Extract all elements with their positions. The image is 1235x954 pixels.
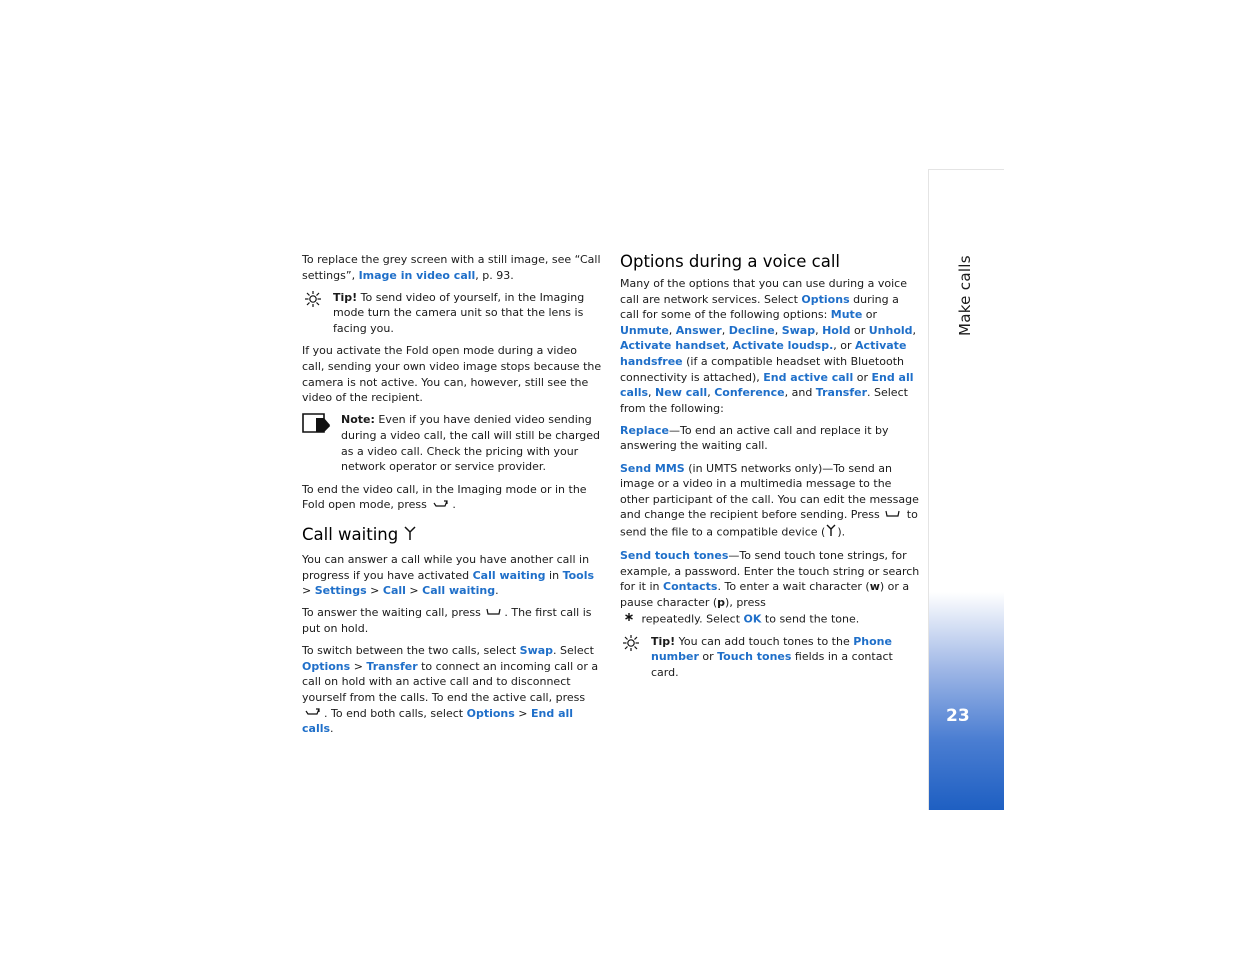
- call-key-icon: [883, 508, 903, 524]
- link-options[interactable]: Options: [302, 659, 351, 673]
- link-end-all-calls[interactable]: End all calls: [620, 370, 914, 400]
- paragraph: To switch between the two calls, select Swap. Select Options > Transfer to connect an incoming call or a call on hold with an active call and to disconnect yourself from the calls. To end the active call, press . To end both calls, select Options > End all calls.: [302, 644, 599, 736]
- link-touch-tones[interactable]: Touch tones: [717, 650, 792, 664]
- note-box: Note: Even if you have denied video sending during a video call, the call will still be charged as a video call. Check the pricing with your network operator or service provider.: [302, 412, 602, 474]
- link-end-active-call[interactable]: End active call: [763, 370, 854, 384]
- section-heading-options-during-voice-call: Options during a voice call: [620, 252, 841, 271]
- tip-box: Tip! You can add touch tones to the Phone number or Touch tones fields in a contact card.: [620, 634, 920, 681]
- link-activate-handsfree[interactable]: Activate handsfree: [620, 339, 907, 368]
- asterisk-key-icon: [620, 611, 638, 628]
- link-mute[interactable]: Mute: [830, 308, 863, 322]
- link-transfer[interactable]: Transfer: [366, 659, 418, 673]
- link-conference[interactable]: Conference: [714, 386, 785, 400]
- paragraph: You can answer a call while you have another call in progress if you have activated Call waiting in Tools > Settings > Call > Call waiting.: [302, 553, 595, 598]
- lightbulb-icon: [620, 634, 642, 657]
- link-settings[interactable]: Settings: [314, 584, 367, 598]
- paragraph: To replace the grey screen with a still image, see “Call settings”, Image in video call, p. 93.: [302, 253, 601, 282]
- link-decline[interactable]: Decline: [728, 323, 775, 337]
- paragraph: To end the video call, in the Imaging mode or in the Fold open mode, press .: [302, 482, 587, 512]
- link-contacts[interactable]: Contacts: [663, 580, 718, 594]
- link-transfer[interactable]: Transfer: [815, 386, 867, 400]
- link-call-waiting[interactable]: Call waiting: [472, 568, 546, 582]
- sidebar-divider: [928, 169, 929, 810]
- paragraph: If you activate the Fold open mode during a video call, sending your own video image stops because the camera is not active. You can, however, still see the video of the recipient.: [302, 344, 602, 405]
- lightbulb-icon: [302, 290, 324, 313]
- link-send-touch-tones[interactable]: Send touch tones: [620, 549, 729, 563]
- link-activate-handset[interactable]: Activate handset: [620, 339, 726, 353]
- paragraph: To answer the waiting call, press . The first call is put on hold.: [302, 606, 592, 636]
- link-call[interactable]: Call: [382, 584, 406, 598]
- link-phone-number[interactable]: Phone number: [651, 634, 892, 664]
- link-swap[interactable]: Swap: [781, 323, 816, 337]
- network-service-icon: [825, 523, 837, 542]
- link-call-waiting-setting[interactable]: Call waiting: [422, 584, 496, 598]
- link-answer[interactable]: Answer: [675, 323, 722, 337]
- link-activate-loudspeaker[interactable]: Activate loudsp.: [732, 339, 834, 353]
- link-ok[interactable]: OK: [743, 611, 762, 625]
- end-key-icon: [430, 498, 452, 514]
- call-key-icon: [484, 606, 504, 622]
- link-image-in-video-call[interactable]: Image in video call: [358, 268, 476, 282]
- link-options[interactable]: Options: [801, 292, 850, 306]
- section-title: Make calls: [956, 255, 974, 336]
- link-unmute[interactable]: Unmute: [620, 323, 669, 337]
- paragraph: Send MMS (in UMTS networks only)—To send an image or a video in a multimedia message to the other participant of the call. You can edit the message and change the recipient before sending. Press to send the file to a compatible device ( ).: [620, 461, 920, 542]
- section-heading-call-waiting: Call waiting: [302, 525, 602, 546]
- page-number: 23: [946, 706, 970, 726]
- network-service-icon: [403, 525, 417, 546]
- link-tools[interactable]: Tools: [562, 568, 595, 582]
- paragraph: Send touch tones—To send touch tone strings, for example, a password. Enter the touch string or search for it in Contacts. To enter a wait character (w) or a pause character (p), press repeatedly. Select OK to send the tone.: [620, 548, 920, 627]
- sidebar-top-divider: [928, 169, 1004, 170]
- paragraph: Replace—To end an active call and replace it by answering the waiting call.: [620, 423, 889, 453]
- right-column: [620, 252, 920, 687]
- link-swap[interactable]: Swap: [519, 644, 554, 658]
- link-send-mms[interactable]: Send MMS: [620, 461, 685, 475]
- link-options[interactable]: Options: [466, 706, 515, 720]
- tip-box: Tip! To send video of yourself, in the Imaging mode turn the camera unit so that the lens is facing you.: [302, 290, 602, 337]
- link-replace[interactable]: Replace: [620, 423, 669, 437]
- paragraph: Many of the options that you can use during a voice call are network services. Select Options during a call for some of the following options: Mute or Unmute, Answer, Decline, Swap, Hold or Unhold, Activate handset, Activate loudsp., or Activate handsfree (if a compatible headset with Bluetooth connectivity is attached), End active call or End all calls, New call, Conference, and Transfer. Select from the following:: [620, 277, 917, 415]
- link-unhold[interactable]: Unhold: [868, 323, 913, 337]
- link-end-all-calls[interactable]: End all calls: [302, 706, 574, 736]
- note-icon: [302, 412, 332, 439]
- link-hold[interactable]: Hold: [822, 323, 851, 337]
- link-new-call[interactable]: New call: [655, 386, 708, 400]
- end-key-icon: [302, 706, 324, 722]
- left-column: [302, 252, 602, 744]
